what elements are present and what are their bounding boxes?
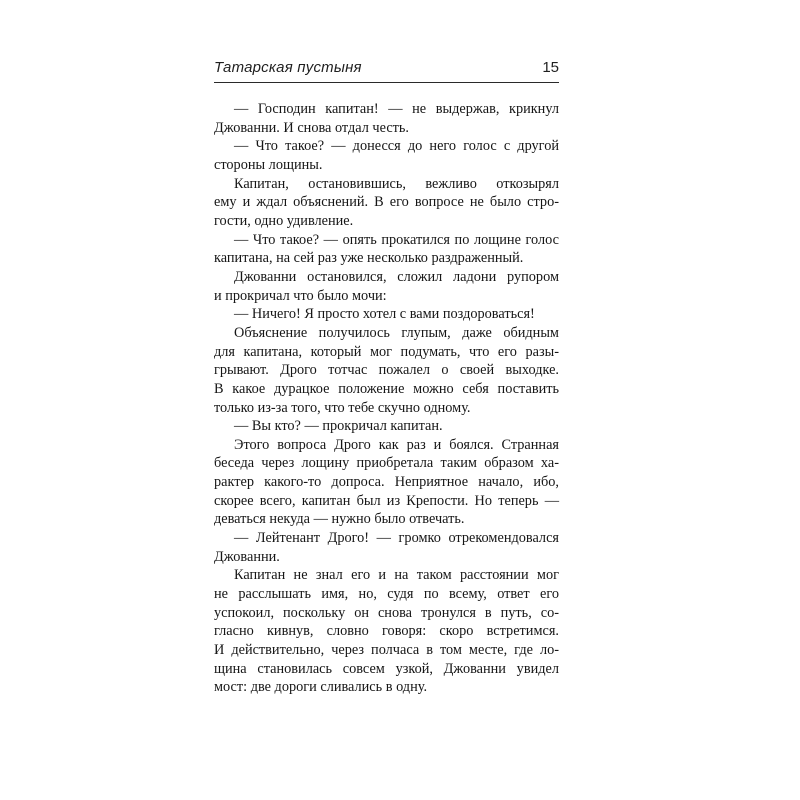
running-header xyxy=(214,59,559,76)
paragraph xyxy=(214,436,559,529)
text-line: деваться некуда — нужно было отвечать. xyxy=(214,511,465,528)
text-line: и прокричал что было мочи: xyxy=(214,287,387,304)
text-line: не расслышать имя, но, судя по всему, ответ его xyxy=(214,586,559,603)
text-line: стороны лощины. xyxy=(214,156,323,173)
text-line: Объяснение получилось глупым, даже обидным xyxy=(234,324,559,341)
page-number: 15 xyxy=(542,59,559,76)
paragraph xyxy=(214,417,559,436)
paragraph xyxy=(214,324,559,417)
text-line: — Ничего! Я просто хотел с вами поздороваться! xyxy=(234,306,535,323)
text-line: — Что такое? — опять прокатился по лощине голос xyxy=(234,231,559,248)
text-line: только из-за того, что тебе скучно одному. xyxy=(214,399,471,416)
text-line: Джованни остановился, сложил ладони рупором xyxy=(234,268,559,285)
text-line: Этого вопроса Дрого как раз и боялся. Странная xyxy=(234,436,559,453)
text-line: И действительно, через полчаса в том месте, где ло- xyxy=(214,642,559,659)
paragraph xyxy=(214,566,559,697)
text-line: успокоил, поскольку он снова тронулся в путь, со- xyxy=(214,604,559,621)
text-line: Капитан не знал его и на таком расстоянии мог xyxy=(234,567,559,584)
text-column xyxy=(214,100,559,697)
text-line: Капитан, остановившись, вежливо откозырял xyxy=(234,175,559,192)
text-line: — Что такое? — донесся до него голос с другой xyxy=(234,138,559,155)
text-line: мост: две дороги сливались в одну. xyxy=(214,679,428,696)
paragraph xyxy=(214,268,559,305)
text-line: Джованни. xyxy=(214,548,280,565)
text-line: — Господин капитан! — не выдержав, крикнул xyxy=(234,101,559,117)
text-line: скорее всего, капитан был из Крепости. Но теперь — xyxy=(214,492,559,509)
text-line: В какое дурацкое положение можно себя поставить xyxy=(214,380,559,397)
text-line: капитана, на сей раз уже несколько раздраженный. xyxy=(214,250,524,267)
paragraph xyxy=(214,529,559,566)
header-rule xyxy=(214,82,559,83)
text-line: — Вы кто? — прокричал капитан. xyxy=(234,418,443,435)
paragraph xyxy=(214,137,559,174)
text-line: Джованни. И снова отдал честь. xyxy=(214,119,410,136)
paragraph xyxy=(214,175,559,231)
text-line: — Лейтенант Дрого! — громко отрекомендовался xyxy=(234,530,559,547)
text-line: для капитана, который мог подумать, что его разы- xyxy=(214,343,559,360)
text-line: ему и ждал объяснений. В его вопросе не было стро- xyxy=(214,194,559,211)
text-line: гости, одно удивление. xyxy=(214,212,354,229)
book-title: Татарская пустыня xyxy=(214,59,362,76)
text-line: щина становилась совсем узкой, Джованни увидел xyxy=(214,660,559,677)
text-line: рактер какого-то допроса. Неприятное начало, ибо, xyxy=(214,474,559,491)
text-line: гласно кивнув, словно говоря: скоро встретимся. xyxy=(214,623,559,640)
paragraph xyxy=(214,231,559,268)
text-line: грывают. Дрого тотчас пожалел о своей выходке. xyxy=(214,362,559,379)
text-line: беседа через лощину приобретала таким образом ха- xyxy=(214,455,559,472)
paragraph xyxy=(214,305,559,324)
paragraph xyxy=(214,100,559,137)
